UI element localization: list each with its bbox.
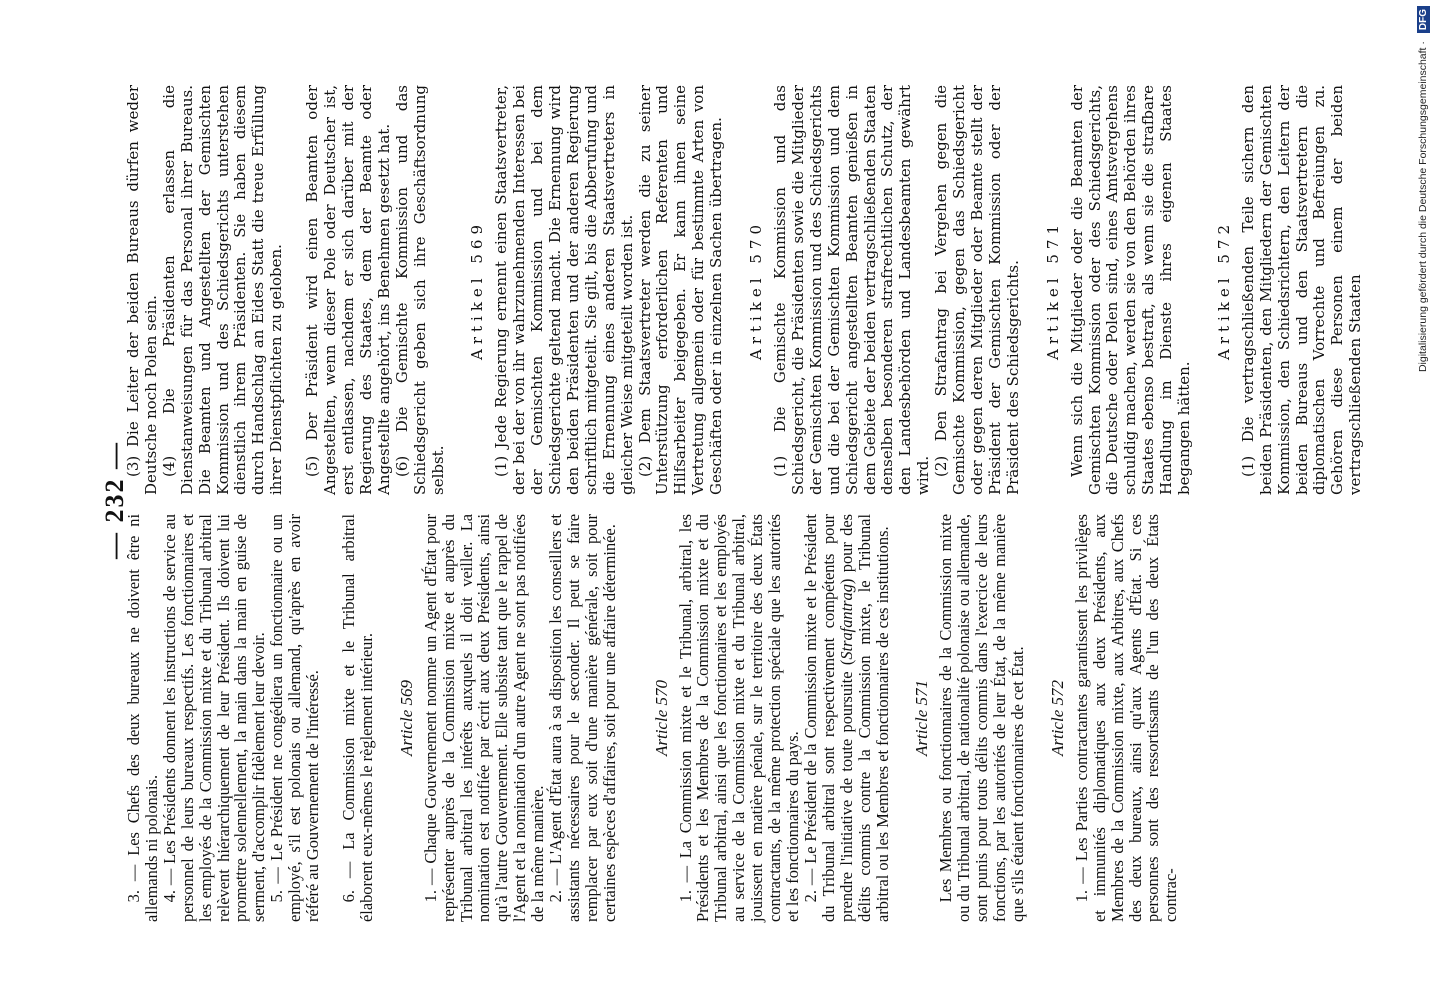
french-art570-p2-end: ) pour des délits commis contre la Commission mixte, le Tribunal arbitral ou les Membres et fonctionnaires de ces institutions.: [836, 513, 892, 922]
strafantrag-term: Strafantrag: [836, 584, 856, 660]
french-art572-paragraph-1: 1. — Les Parties contractantes garantissent les privilèges et immunités diplomatiques aux deux Présidents, aux Membres de la Commission mixte, aux Arbitres, aux Chefs des deux bureaux, ainsi qu'aux Agents d'État. Si ces personnes sont des ressortissants de l'un des deux États contrac-: [1071, 514, 1181, 922]
french-paragraph-6: 6. — La Commission mixte et le Tribunal arbitral élaborent eux-mêmes le règlement intérieur.: [338, 514, 376, 922]
french-article-572-heading: Article 572: [1047, 680, 1067, 757]
french-art569-paragraph-1: 1. — Chaque Gouvernement nomme un Agent d'État pour représenter auprès de la Commission mixte et auprès du Tribunal arbitral les intérêts auxquels il doit veiller. La nomination est notifiée par écrit aux deux Présidents, ainsi qu'à l'autre Gouvernement. Elle subsiste tant que le rappel de l'Agent et la nomination d'un autre Agent ne sont pas notifiées de la même manière.: [420, 514, 548, 922]
french-paragraph-4: 4. — Les Présidents donnent les instructions de service au personnel de leurs bureaux respectifs. Les fonctionnaires et les employés de la Commission mixte et du Tribunal arbitral relèvent hiérarchiquement de leur Président. Ils doivent lui promettre solennellement, la main dans la main en guise de serment, d'accomplir fidèlement leur devoir.: [159, 514, 269, 922]
german-artikel-572-heading: Artikel 572: [1214, 220, 1233, 360]
french-article-570-heading: Article 570: [651, 680, 671, 757]
page-number: — 232 —: [100, 441, 129, 559]
german-art571-paragraph-1: Wenn sich die Mitglieder oder die Beamten der Gemischten Kommission oder des Schiedsgerichts, die Deutsche oder Polen sind, eines Amtsvergehens schuldig machen, werden sie von den Behörden ihres Staates ebenso bestraft, als wenn sie die strafbare Handlung im Dienste ihres eigenen Staates begangen hätten.: [1067, 85, 1194, 495]
french-paragraph-5: 5. — Le Président ne congédiera un fonctionnaire ou un employé, s'il est polonais ou allemand, qu'après en avoir référé au Gouvernement de l'intéressé.: [267, 514, 323, 922]
german-paragraph-3: (3) Die Leiter der beiden Bureaus dürfen weder Deutsche noch Polen sein.: [124, 85, 160, 495]
credit-text: Digitalisierung gefördert durch die Deutsche Forschungsgemeinschaft ·: [1417, 41, 1429, 373]
german-art570-paragraph-2: (2) Den Strafantrag bei Vergehen gegen die Gemischte Kommission, gegen das Schiedsgericht oder gegen deren Mitglieder oder Beamte stellt der Präsident der Gemischten Kommission oder der Präsident des Schiedsgerichts.: [932, 85, 1022, 495]
french-paragraph-3: 3. — Les Chefs des deux bureaux ne doivent être ni allemands ni polonais.: [124, 514, 161, 922]
german-art572-paragraph-1: (1) Die vertragschließenden Teile sichern den beiden Präsidenten, den Mitgliedern der Gemischten Kommission, den Schiedsrichtern, den Leitern der beiden Bureaus und den Staatsvertretern die diplomatischen Vorrechte und Befreiungen zu. Gehören diese Personen einem der beiden vertragschließenden Staaten: [1238, 85, 1365, 495]
french-art570-p2-start: 2. — Le Président de la Commission mixte et le Président du Tribunal arbitral sont respectivement compétents pour prendre l'initiative de toute poursuite (: [800, 514, 856, 922]
french-art570-paragraph-2: [802, 514, 892, 922]
german-text-column: [125, 85, 1365, 495]
french-art570-paragraph-1: 1. — La Commission mixte et le Tribunal, arbitral, les Présidents et les Membres de la Commission mixte et du Tribunal arbitral, ainsi que les fonctionnaires et les employés au service de la Commission mixte et du Tribunal arbitral, jouissent en matière pénale, sur le territoire des deux États contractants, de la même protection spéciale que les autorités et les fonctionnaires du pays.: [675, 514, 802, 922]
dfg-logo: DFG: [1417, 6, 1430, 33]
french-article-571-heading: Article 571: [912, 680, 932, 757]
german-art569-paragraph-2: (2) Dem Staatsvertreter werden die zu seiner Unterstützung erforderlichen Referenten und Hilfsarbeiter beigegeben. Er kann ihnen seine Vertretung allgemein oder für bestimmte Arten von Geschäften oder in einzelnen Sachen übertragen.: [635, 85, 726, 495]
german-artikel-570-heading: Artikel 570: [747, 220, 766, 360]
german-art569-paragraph-1: (1) Jede Regierung ernennt einen Staatsvertreter, der bei der von ihr wahrzunehmenden Interessen bei der Gemischten Kommission und bei dem Schiedsgerichte geltend macht. Die Ernennung wird den beiden Präsidenten und der anderen Regierung schriftlich mitgeteilt. Sie gilt, bis die Abberufung und die Ernennung eines anderen Staatsvertreters in gleicher Weise mitgeteilt worden ist.: [492, 85, 636, 495]
german-artikel-569-heading: Artikel 569: [468, 220, 487, 360]
german-paragraph-6: (6) Die Gemischte Kommission und das Schiedsgericht geben sich ihre Geschäftsordnung selbst.: [392, 85, 447, 495]
french-art571-paragraph-1: Les Membres ou fonctionnaires de la Commission mixte ou du Tribunal arbitral, de nationalité polonaise ou allemande, sont punis pour touts délits commis dans l'exercice de leurs fonctions, par les autorités de leur État, de la même manière que s'ils étaient fonctionnaires de cet État.: [936, 514, 1027, 922]
german-artikel-571-heading: Artikel 571: [1043, 220, 1062, 360]
french-article-569-heading: Article 569: [396, 680, 416, 757]
digitization-credit: [1408, 0, 1434, 1000]
french-text-column: [125, 514, 1180, 922]
german-art570-paragraph-1: (1) Die Gemischte Kommission und das Schiedsgericht, die Präsidenten sowie die Mitglieder der Gemischten Kommission und des Schiedsgerichts und die bei der Gemischten Kommission und dem Schiedsgericht angestellten Beamten genießen in dem Gebiete der beiden vertragschließenden Staaten denselben besonderen strafrechtlichen Schutz, der den Landesbehörden und Landesbeamten gewährt wird.: [771, 85, 933, 495]
german-paragraph-5: (5) Der Präsident wird einen Beamten oder Angestellten, wenn dieser Pole oder Deutscher ist, erst entlassen, nachdem er sich darüber mit der Regierung des Staates, dem der Beamte oder Angestellte angehört, ins Benehmen gesetzt hat.: [303, 85, 393, 495]
french-art569-paragraph-2: 2. — L'Agent d'État aura à sa disposition les conseillers et assistants nécessaires pour le seconder. Il peut se faire remplacer par eux soit d'une manière générale, soit pour certaines espèces d'affaires, soit pour une affaire déterminée.: [546, 514, 619, 922]
german-paragraph-4: (4) Die Präsidenten erlassen die Dienstanweisungen für das Personal ihrer Bureaus. Die Beamten und Angestellten der Gemischten Kommission und des Schiedsgerichts unterstehen dienstlich ihrem Präsidenten. Sie haben diesem durch Handschlag an Eides Statt die treue Erfüllung ihrer Dienstpflichten zu geloben.: [159, 85, 286, 495]
